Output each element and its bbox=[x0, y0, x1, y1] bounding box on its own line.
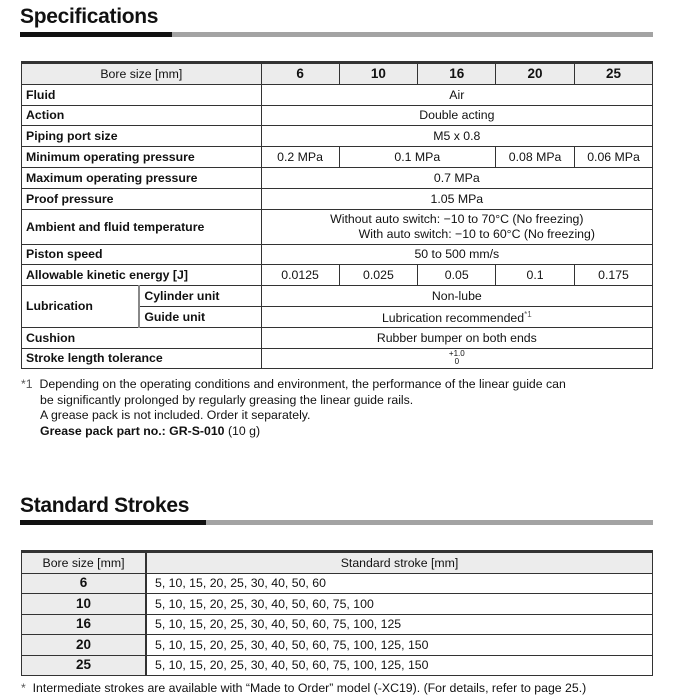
bore-25-header: 25 bbox=[575, 63, 653, 85]
table-row bbox=[22, 635, 653, 656]
fluid-value: Air bbox=[261, 84, 652, 105]
standard-stroke-header: Standard stroke [mm] bbox=[146, 552, 653, 574]
max-pressure-value: 0.7 MPa bbox=[261, 167, 652, 188]
bore-cell: 25 bbox=[22, 655, 147, 676]
footnote-line-2: be significantly prolonged by regularly greasing the linear guide rails. bbox=[40, 392, 414, 407]
guide-unit-label: Guide unit bbox=[139, 306, 261, 327]
bore-cell: 20 bbox=[22, 635, 147, 656]
lubrication-label: Lubrication bbox=[22, 286, 140, 328]
temperature-label: Ambient and fluid temperature bbox=[22, 209, 262, 244]
fluid-label: Fluid bbox=[22, 84, 262, 105]
cylinder-unit-value: Non-lube bbox=[261, 286, 652, 307]
piping-value: M5 x 0.8 bbox=[261, 126, 652, 147]
cylinder-unit-label: Cylinder unit bbox=[139, 286, 261, 307]
tolerance-lower: 0 bbox=[454, 357, 460, 367]
kinetic-energy-label: Allowable kinetic energy [J] bbox=[22, 265, 262, 286]
min-pressure-25: 0.06 MPa bbox=[575, 147, 653, 168]
max-pressure-label: Maximum operating pressure bbox=[22, 167, 262, 188]
cushion-value: Rubber bumper on both ends bbox=[261, 327, 652, 348]
stroke-tolerance-label: Stroke length tolerance bbox=[22, 348, 262, 369]
proof-pressure-value: 1.05 MPa bbox=[261, 188, 652, 209]
piston-speed-value: 50 to 500 mm/s bbox=[261, 244, 652, 265]
bore-6-header: 6 bbox=[261, 63, 339, 85]
cushion-label: Cushion bbox=[22, 327, 262, 348]
footnote-marker: *1 bbox=[21, 377, 33, 391]
strokes-cell: 5, 10, 15, 20, 25, 30, 40, 50, 60, 75, 100, 125, 150 bbox=[146, 635, 653, 656]
stroke-tolerance-value bbox=[261, 348, 652, 369]
action-label: Action bbox=[22, 105, 262, 126]
table-row bbox=[22, 188, 653, 209]
temperature-line-1: Without auto switch: −10 to 70°C (No freezing) bbox=[330, 211, 584, 226]
bore-10-header: 10 bbox=[339, 63, 418, 85]
kinetic-energy-6: 0.0125 bbox=[261, 265, 339, 286]
kinetic-energy-10: 0.025 bbox=[339, 265, 418, 286]
action-value: Double acting bbox=[261, 105, 652, 126]
specifications-footnote bbox=[21, 377, 661, 439]
footnote-text-1: Depending on the operating conditions and environment, the performance of the linear guide can bbox=[39, 377, 566, 391]
piston-speed-label: Piston speed bbox=[22, 244, 262, 265]
bore-cell: 16 bbox=[22, 614, 147, 635]
table-row bbox=[22, 147, 653, 168]
table-row bbox=[22, 573, 653, 594]
temperature-line-2: With auto switch: −10 to 60°C (No freezing) bbox=[358, 226, 595, 241]
strokes-footnote bbox=[21, 681, 586, 695]
table-row bbox=[22, 655, 653, 676]
proof-pressure-label: Proof pressure bbox=[22, 188, 262, 209]
footnote-marker: * bbox=[21, 681, 26, 695]
strokes-cell: 5, 10, 15, 20, 25, 30, 40, 50, 60, 75, 100, 125 bbox=[146, 614, 653, 635]
piping-label: Piping port size bbox=[22, 126, 262, 147]
footnote-line-3: A grease pack is not included. Order it separately. bbox=[40, 408, 311, 422]
table-row bbox=[22, 209, 653, 244]
strokes-cell: 5, 10, 15, 20, 25, 30, 40, 50, 60 bbox=[146, 573, 653, 594]
strokes-cell: 5, 10, 15, 20, 25, 30, 40, 50, 60, 75, 100 bbox=[146, 594, 653, 615]
bore-16-header: 16 bbox=[418, 63, 496, 85]
table-row bbox=[22, 167, 653, 188]
table-row bbox=[22, 265, 653, 286]
grease-pack-part-no: Grease pack part no.: GR-S-010 bbox=[40, 423, 225, 438]
guide-unit-value bbox=[261, 306, 652, 327]
bore-cell: 10 bbox=[22, 594, 147, 615]
min-pressure-10-16: 0.1 MPa bbox=[339, 147, 496, 168]
table-row bbox=[22, 594, 653, 615]
table-row bbox=[22, 348, 653, 369]
table-row bbox=[22, 327, 653, 348]
kinetic-energy-16: 0.05 bbox=[418, 265, 496, 286]
specifications-table bbox=[21, 61, 653, 369]
min-pressure-6: 0.2 MPa bbox=[261, 147, 339, 168]
standard-strokes-table bbox=[21, 550, 653, 676]
temperature-value bbox=[261, 209, 652, 244]
bore-20-header: 20 bbox=[496, 63, 575, 85]
min-pressure-20: 0.08 MPa bbox=[496, 147, 575, 168]
standard-strokes-title-rule bbox=[20, 520, 653, 525]
table-row bbox=[22, 126, 653, 147]
bore-size-header: Bore size [mm] bbox=[22, 63, 262, 85]
header-row bbox=[22, 552, 653, 574]
table-row bbox=[22, 286, 653, 307]
grease-pack-qty: (10 g) bbox=[224, 423, 261, 438]
table-row bbox=[22, 244, 653, 265]
guide-unit-text: Lubrication recommended bbox=[381, 311, 525, 326]
kinetic-energy-25: 0.175 bbox=[575, 265, 653, 286]
table-row bbox=[22, 84, 653, 105]
tolerance-upper: +1.0 bbox=[448, 349, 465, 359]
footnote-line-4 bbox=[21, 424, 661, 440]
specifications-title-rule bbox=[20, 32, 653, 37]
table-row bbox=[22, 614, 653, 635]
strokes-cell: 5, 10, 15, 20, 25, 30, 40, 50, 60, 75, 100, 125, 150 bbox=[146, 655, 653, 676]
min-pressure-label: Minimum operating pressure bbox=[22, 147, 262, 168]
strokes-footnote-text: Intermediate strokes are available with “Made to Order” model (-XC19). (For details, refer to page 25.) bbox=[32, 681, 587, 695]
footnote-ref: *1 bbox=[524, 310, 532, 320]
bore-cell: 6 bbox=[22, 573, 147, 594]
bore-size-header: Bore size [mm] bbox=[22, 552, 147, 574]
standard-strokes-title: Standard Strokes bbox=[20, 494, 190, 517]
kinetic-energy-20: 0.1 bbox=[496, 265, 575, 286]
table-row bbox=[22, 105, 653, 126]
header-row bbox=[22, 63, 653, 85]
specifications-title: Specifications bbox=[20, 5, 159, 28]
footnote-line-1 bbox=[21, 377, 661, 393]
